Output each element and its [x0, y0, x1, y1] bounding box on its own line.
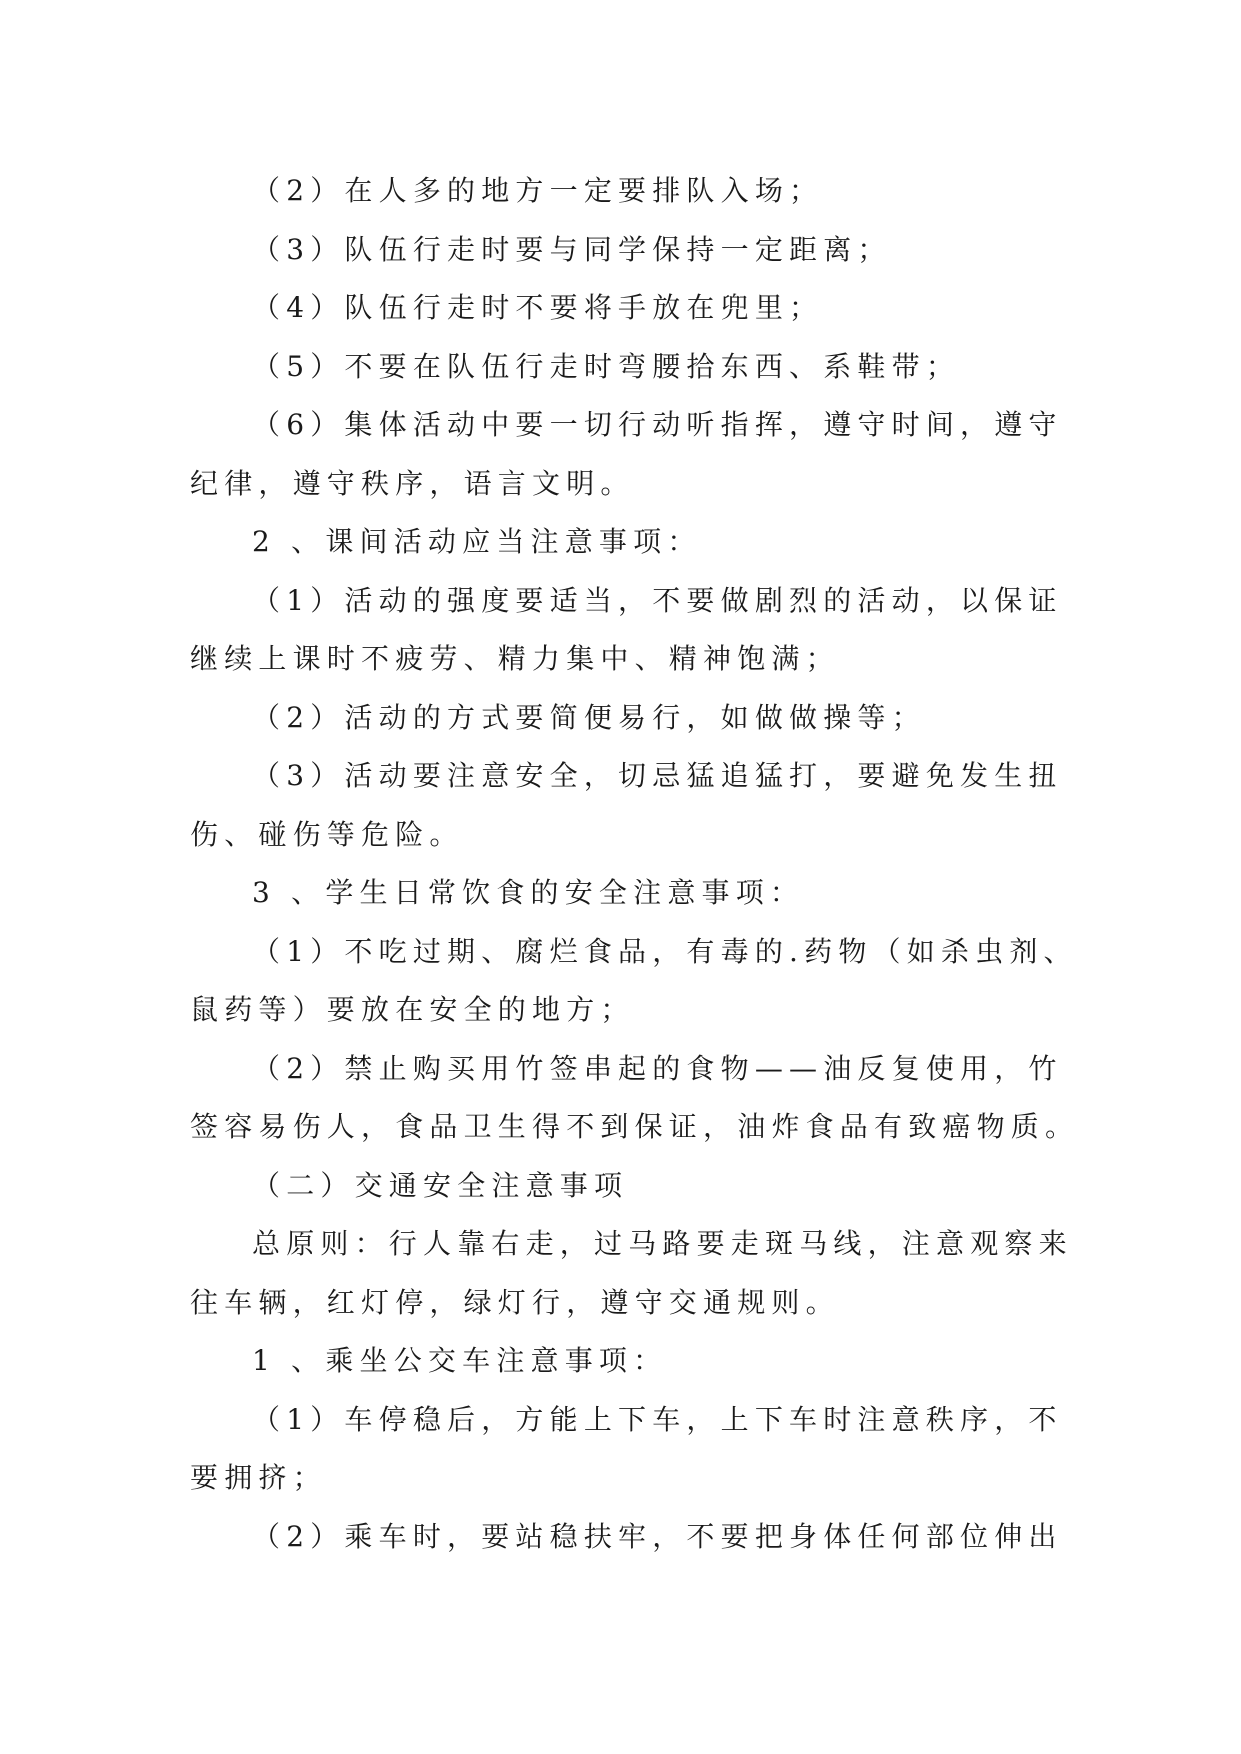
document-body [190, 162, 1080, 1566]
paragraph-1: （2）在人多的地方一定要排队入场； [252, 174, 824, 207]
paragraph-4: （5）不要在队伍行走时弯腰拾东西、系鞋带； [252, 349, 961, 383]
paragraph-7: （1）活动的强度要适当，不要做剧烈的活动，以保证继续上课时不疲劳、精力集中、精神饱满； [190, 583, 1063, 675]
paragraph-5: （6）集体活动中要一切行动听指挥，遵守时间，遵守纪律，遵守秩序，语言文明。 [190, 408, 1063, 500]
paragraph-12: （2）禁止购买用竹签串起的食物——油反复使用，竹签容易伤人，食品卫生得不到保证，油炸食品有致癌物质。 [190, 1051, 1080, 1143]
paragraph-17: （2）乘车时，要站稳扶牢，不要把身体任何部位伸出 [252, 1519, 1063, 1553]
paragraph-11: （1）不吃过期、腐烂食品，有毒的.药物（如杀虫剂、鼠药等）要放在安全的地方； [190, 934, 1078, 1026]
paragraph-15: 1 、乘坐公交车注意事项： [252, 1344, 668, 1377]
paragraph-2: （3）队伍行走时要与同学保持一定距离； [252, 232, 892, 266]
paragraph-6: 2 、课间活动应当注意事项： [252, 525, 702, 558]
paragraph-9: （3）活动要注意安全，切忌猛追猛打，要避免发生扭伤、碰伤等危险。 [190, 759, 1063, 851]
paragraph-8: （2）活动的方式要简便易行，如做做操等； [252, 700, 926, 734]
paragraph-16: （1）车停稳后，方能上下车，上下车时注意秩序，不要拥挤； [190, 1402, 1063, 1494]
paragraph-13: （二）交通安全注意事项 [252, 1168, 629, 1202]
paragraph-3: （4）队伍行走时不要将手放在兜里； [252, 291, 824, 324]
paragraph-10: 3 、学生日常饮食的安全注意事项： [252, 876, 805, 909]
paragraph-14: 总原则：行人靠右走，过马路要走斑马线，注意观察来往车辆，红灯停，绿灯行，遵守交通规则。 [190, 1227, 1073, 1319]
